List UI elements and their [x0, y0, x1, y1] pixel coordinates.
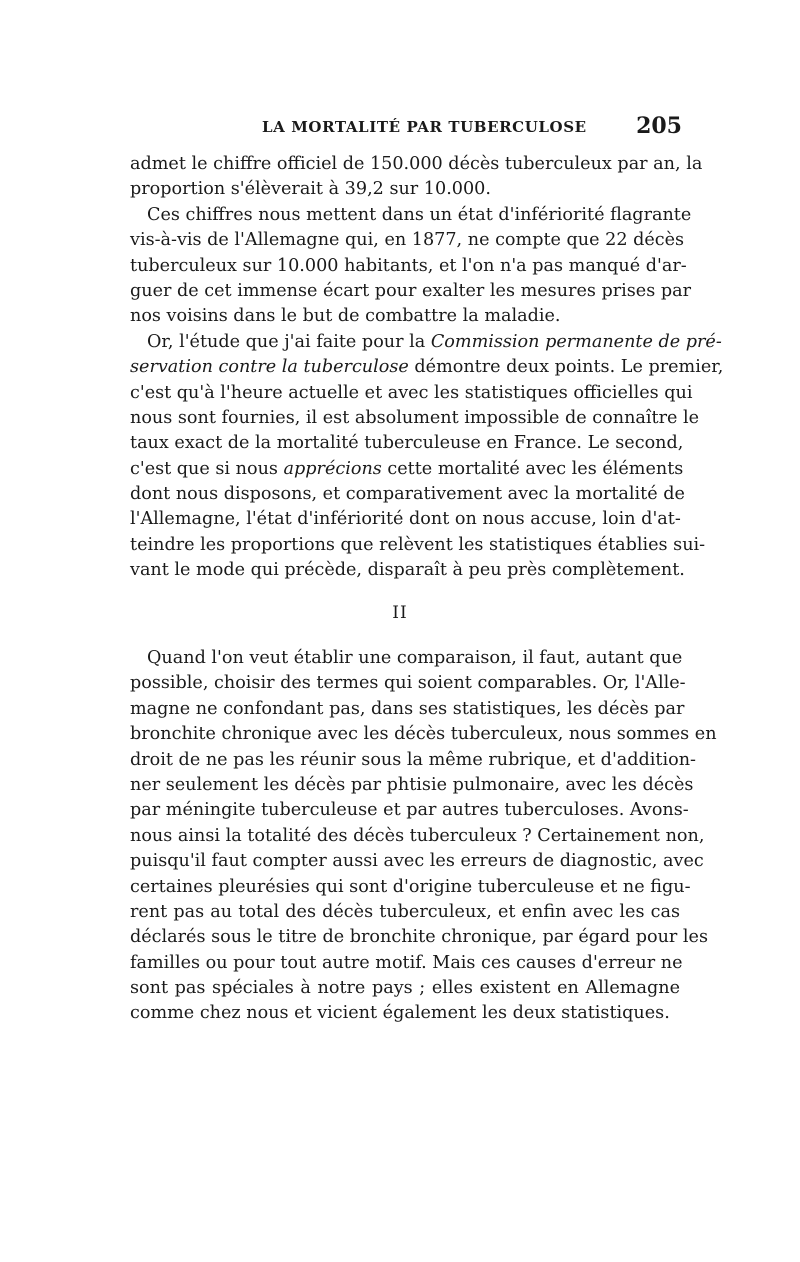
text-line: possible, choisir des termes qui soient comparables. Or, l'Alle- [130, 673, 686, 694]
text-run: démontre deux points. Le premier, [408, 357, 724, 378]
text-line: vant le mode qui précède, disparaît à peu près complètement. [130, 560, 685, 581]
paragraph [130, 152, 703, 203]
text-line: magne ne confondant pas, dans ses statistiques, les décès par [130, 698, 685, 719]
text-line: dont nous disposons, et comparativement avec la mortalité de [130, 484, 685, 505]
paragraph [130, 646, 717, 1027]
text-run: Or, l'étude que j'ai faite pour la [147, 331, 431, 352]
text-line: Quand l'on veut établir une comparaison, il faut, autant que [147, 648, 683, 668]
text-line: taux exact de la mortalité tuberculeuse en France. Le second, [130, 433, 684, 454]
text-line: nous sont fournies, il est absolument impossible de connaître le [130, 407, 700, 428]
text-line: Ces chiffres nous mettent dans un état d'infériorité flagrante [147, 204, 692, 225]
text-line: nous ainsi la totalité des décès tuberculeux ? Certainement non, [130, 825, 705, 846]
text-run: c'est que si nous [130, 458, 284, 479]
section-text-before [130, 152, 724, 584]
paragraph [130, 203, 692, 330]
page-header [262, 113, 682, 140]
text-line: familles ou pour tout autre motif. Mais ces causes d'erreur ne [130, 952, 683, 973]
text-line [130, 330, 722, 355]
text-line: admet le chiffre officiel de 150.000 décès tuberculeux par an, la [130, 154, 703, 174]
text-line: sont pas spéciales à notre pays ; elles existent en Allemagne [130, 978, 680, 999]
text-line: bronchite chronique avec les décès tuberculeux, nous sommes en [130, 724, 717, 745]
text-line: par méningite tuberculeuse et par autres tuberculoses. Avons- [130, 800, 689, 821]
text-line: déclarés sous le titre de bronchite chronique, par égard pour les [130, 927, 708, 948]
text-line: c'est qu'à l'heure actuelle et avec les statistiques officielles qui [130, 382, 693, 403]
text-line [130, 457, 684, 482]
paragraph [130, 330, 724, 584]
text-line: guer de cet immense écart pour exalter les mesures prises par [130, 280, 692, 301]
text-line: puisqu'il faut compter aussi avec les erreurs de diagnostic, avec [130, 851, 704, 872]
text-line: ner seulement les décès par phtisie pulmonaire, avec les décès [130, 774, 694, 795]
page-number: 205 [636, 113, 682, 139]
text-line: tuberculeux sur 10.000 habitants, et l'on n'a pas manqué d'ar- [130, 255, 687, 276]
section-heading: II [392, 603, 408, 623]
text-run: cette mortalité avec les éléments [381, 458, 684, 479]
text-line [130, 355, 724, 380]
text-line: droit de ne pas les réunir sous la même rubrique, et d'addition- [130, 749, 696, 770]
section-text-after [130, 646, 717, 1027]
running-title: LA MORTALITÉ PAR TUBERCULOSE [262, 118, 587, 136]
text-line: nos voisins dans le but de combattre la maladie. [130, 306, 561, 327]
text-line: vis-à-vis de l'Allemagne qui, en 1877, ne compte que 22 décès [130, 230, 685, 251]
text-line: certaines pleurésies qui sont d'origine tuberculeuse et ne figu- [130, 876, 691, 897]
text-line: rent pas au total des décès tuberculeux, et enfin avec les cas [130, 901, 680, 922]
text-line: teindre les proportions que relèvent les statistiques établies sui- [130, 534, 706, 555]
italic-title-run: Commission permanente de pré- [430, 331, 722, 352]
text-line: comme chez nous et vicient également les deux statistiques. [130, 1003, 670, 1024]
italic-word: apprécions [283, 458, 382, 479]
italic-title-run: servation contre la tuberculose [130, 357, 409, 378]
text-line: l'Allemagne, l'état d'infériorité dont on nous accuse, loin d'at- [130, 509, 681, 530]
text-line: proportion s'élèverait à 39,2 sur 10.000. [130, 179, 491, 200]
